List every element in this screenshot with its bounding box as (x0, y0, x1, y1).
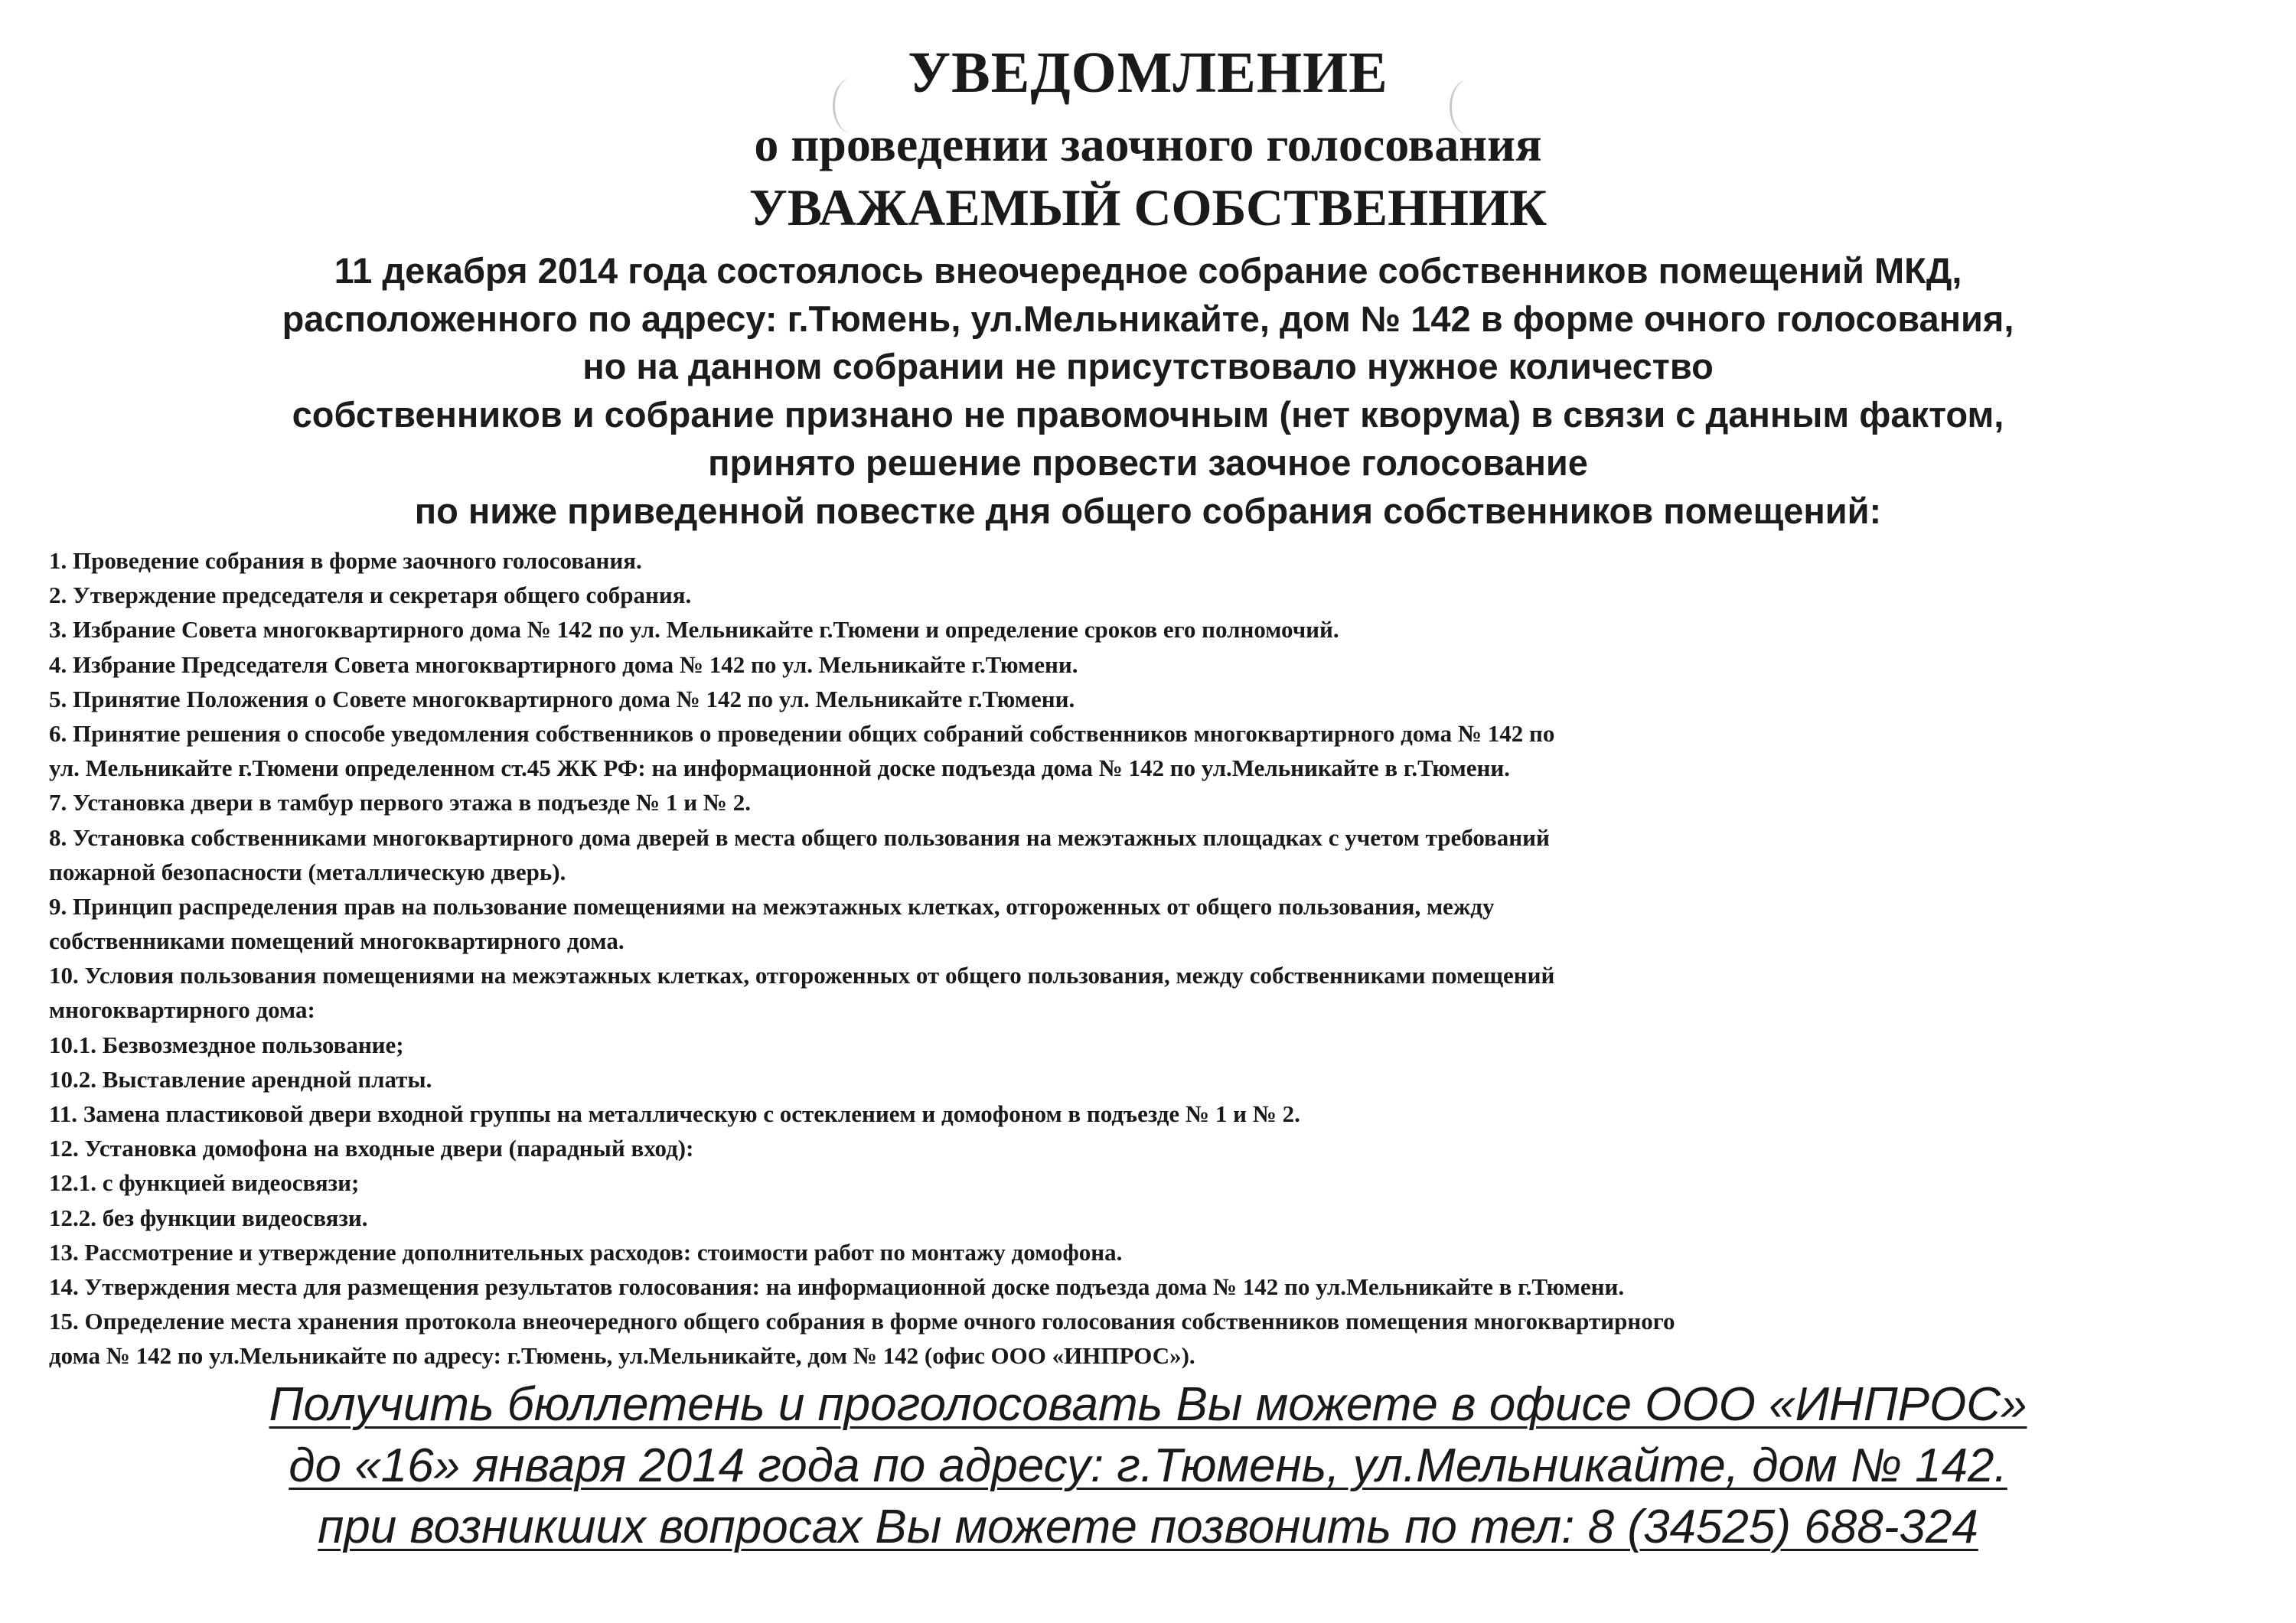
agenda-item: 15. Определение места хранения протокола внеочередного общего собрания в форме очного голосования собственников помещения многоквартирного (49, 1308, 1675, 1335)
intro-line: принято решение провести заочное голосование (708, 442, 1588, 483)
agenda-item: 13. Рассмотрение и утверждение дополнительных расходов: стоимости работ по монтажу домофона. (49, 1238, 1123, 1266)
agenda-list (49, 543, 2223, 1374)
intro-line: 11 декабря 2014 года состоялось внеочередное собрание собственников помещений МКД, (334, 250, 1962, 291)
intro-line: собственников и собрание признано не правомочным (нет кворума) в связи с данным фактом, (292, 394, 2004, 435)
notice-title: УВЕДОМЛЕНИЕ (908, 41, 1388, 105)
agenda-item: 4. Избрание Председателя Совета многоквартирного дома № 142 по ул. Мельникайте г.Тюмени. (49, 650, 1078, 678)
agenda-subitem: 10.1. Безвозмездное пользование; (49, 1031, 404, 1058)
agenda-item: 8. Установка собственниками многоквартирного дома дверей в места общего пользования на межэтажных площадках с учетом требований (49, 823, 1550, 851)
agenda-item-continuation: дома № 142 по ул.Мельникайте по адресу: г.Тюмень, ул.Мельникайте, дом № 142 (офис ООО «ИНПРОС»). (49, 1342, 1195, 1370)
agenda-item: 11. Замена пластиковой двери входной группы на металлическую с остеклением и домофоном в подъезде № 1 и № 2. (49, 1100, 1300, 1127)
footer-deadline-address: до «16» января 2014 года по адресу: г.Тюмень, ул.Мельникайте, дом № 142. (289, 1439, 2007, 1492)
intro-line: но на данном собрании не присутствовало нужное количество (582, 346, 1714, 386)
agenda-item: 12. Установка домофона на входные двери (парадный вход): (49, 1135, 694, 1162)
agenda-item: 9. Принцип распределения прав на пользование помещениями на межэтажных клетках, отгороженных от общего пользования, между (49, 892, 1495, 920)
footer-instruction: Получить бюллетень и проголосовать Вы можете в офисе ООО «ИНПРОС» (269, 1378, 2027, 1431)
intro-line: расположенного по адресу: г.Тюмень, ул.Мельникайте, дом № 142 в форме очного голосования, (282, 298, 2014, 339)
agenda-subitem: 12.2. без функции видеосвязи. (49, 1204, 368, 1231)
agenda-subitem: 12.1. с функцией видеосвязи; (49, 1169, 360, 1197)
footer-phone: при возникших вопросах Вы можете позвонить по тел: 8 (34525) 688-324 (318, 1501, 1978, 1553)
notice-greeting: УВАЖАЕМЫЙ СОБСТВЕННИК (748, 178, 1548, 236)
agenda-item-continuation: собственниками помещений многоквартирного дома. (49, 927, 625, 955)
agenda-item: 2. Утверждение председателя и секретаря общего собрания. (49, 582, 692, 609)
agenda-item: 1. Проведение собрания в форме заочного голосования. (49, 547, 642, 574)
notice-subtitle: о проведении заочного голосования (754, 117, 1542, 171)
agenda-subitem: 10.2. Выставление арендной платы. (49, 1065, 432, 1093)
agenda-item: 7. Установка двери в тамбур первого этажа в подъезде № 1 и № 2. (49, 789, 751, 816)
agenda-item: 10. Условия пользования помещениями на межэтажных клетках, отгороженных от общего пользования, между собственниками помещений (49, 962, 1555, 989)
agenda-item: 14. Утверждения места для размещения результатов голосования: на информационной доске подъезда дома № 142 по ул.Мельникайте в г.Тюмени. (49, 1273, 1625, 1300)
agenda-item-continuation: пожарной безопасности (металлическую дверь). (49, 858, 566, 885)
intro-line: по ниже приведенной повестке дня общего собрания собственников помещений: (414, 490, 1882, 531)
agenda-item-continuation: ул. Мельникайте г.Тюмени определенном ст.45 ЖК РФ: на информационной доске подъезда дома № 142 по ул.Мельникайте в г.Тюмени. (49, 754, 1510, 782)
agenda-item: 3. Избрание Совета многоквартирного дома № 142 по ул. Мельникайте г.Тюмени и определение сроков его полномочий. (49, 616, 1339, 644)
agenda-item-continuation: многоквартирного дома: (49, 996, 315, 1024)
agenda-item: 6. Принятие решения о способе уведомления собственников о проведении общих собраний собственников многоквартирного дома № 142 по (49, 719, 1555, 747)
agenda-item: 5. Принятие Положения о Совете многоквартирного дома № 142 по ул. Мельникайте г.Тюмени. (49, 685, 1075, 712)
